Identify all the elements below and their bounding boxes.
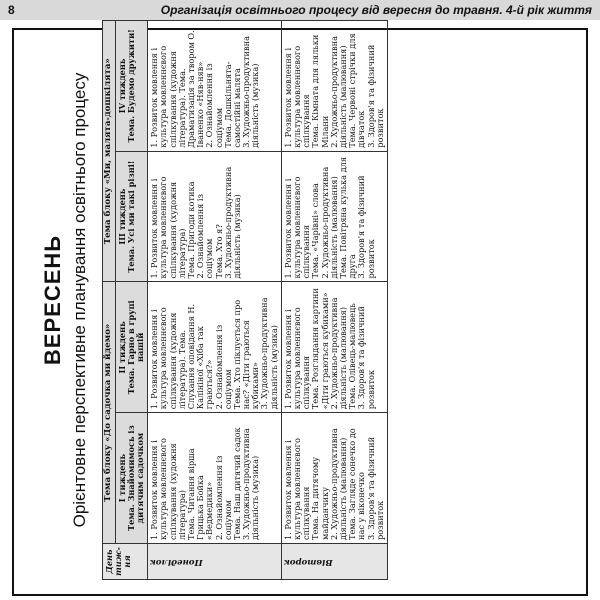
plan-line: Тема. На дитячому майданчику bbox=[310, 456, 330, 540]
day-label: Вівторок bbox=[283, 557, 333, 568]
plan-line: 1. Розвиток мовлення і культура мовленнєвого спілкування bbox=[282, 45, 312, 148]
plan-cell bbox=[148, 413, 282, 544]
table-row bbox=[281, 21, 387, 580]
plan-line: 3. Здоров'я та фізичний розвиток bbox=[365, 44, 385, 148]
day-cell bbox=[281, 544, 387, 580]
plan-line: 1. Розвиток мовлення і культура мовленнєвого спілкування bbox=[282, 176, 312, 279]
week-3-header: III тиждень Тема. Усі ми такі різні! bbox=[115, 151, 148, 282]
day-label: Понеділок bbox=[150, 557, 203, 568]
plan-line: 2. Художньо-продуктивна діяльність (малювання) bbox=[328, 36, 348, 148]
rotated-content bbox=[40, 20, 460, 580]
day-cell bbox=[148, 544, 282, 580]
plan-line: Тема. Розглядання картини «Діти граються кубиками» bbox=[310, 288, 330, 410]
plan-line: Тема. Наш дитячий садок bbox=[231, 427, 242, 540]
plan-line: Тема. Хто піклується про нас? «Діти граються кубиками» bbox=[231, 299, 261, 410]
plan-line: 3. Художньо-продуктивна діяльність (музика) bbox=[259, 297, 279, 410]
plan-line: 2. Ознайомлення із соціумом bbox=[204, 63, 224, 148]
page-number: 8 bbox=[8, 3, 15, 17]
plan-line: Тема. Червоні стрічки для дівчаток bbox=[347, 33, 367, 148]
running-header bbox=[0, 0, 600, 20]
plan-line: Тема. Кімната для ляльки Мілани bbox=[310, 34, 330, 148]
plan-line: Тема. Олівець-малювець bbox=[347, 303, 358, 410]
plan-line: Тема. Пригоди котика bbox=[185, 181, 196, 279]
running-title: Організація освітнього процесу від вересня до травня. 4-й рік життя bbox=[160, 3, 592, 17]
plan-cell bbox=[281, 282, 387, 413]
plan-line: 2. Художньо-продуктивна діяльність (малювання) bbox=[328, 297, 348, 410]
plan-line: 3. Здоров'я та фізичний розвиток bbox=[356, 306, 376, 410]
plan-cell bbox=[148, 151, 282, 282]
week-4-header: IV тиждень Тема. Будемо дружити! bbox=[115, 21, 148, 152]
plan-cell bbox=[148, 21, 282, 152]
plan-cell bbox=[281, 21, 387, 152]
plan-line: 3. Здоров'я та фізичний розвиток bbox=[365, 436, 385, 540]
plan-line: 1. Розвиток мовлення і культура мовленнєвого спілкування (художня література) bbox=[149, 438, 187, 540]
plan-line: Тема. Хто я? bbox=[213, 224, 224, 279]
plan-line: 2. Ознайомлення із соціумом bbox=[213, 455, 233, 540]
plan-cell bbox=[281, 413, 387, 544]
table-row bbox=[148, 21, 282, 580]
plan-line: Тема. Повітряна кулька для друга bbox=[337, 156, 358, 279]
week-1-header: I тиждень Тема. Знайомимось із дитячим садочком bbox=[115, 413, 148, 544]
plan-line: 3. Здоров'я та фізичний розвиток bbox=[356, 175, 376, 279]
week-2-header: II тиждень Тема. Гарно в групі нашій bbox=[115, 282, 148, 413]
plan-line: Тема. Дошкільнята-самостійні малята bbox=[222, 61, 242, 148]
plan-line: 1. Розвиток мовлення і культура мовленнєвого спілкування bbox=[282, 438, 312, 540]
plan-line: Тема. «Чарівні» слова bbox=[310, 183, 321, 279]
block-1-title: Тема блоку «До садочка ми йдемо» bbox=[103, 282, 116, 544]
plan-line: 2. Ознайомлення із соціумом bbox=[195, 194, 215, 279]
plan-cell bbox=[148, 282, 282, 413]
plan-line: 1. Розвиток мовлення і культура мовленнєвого спілкування (художня література) bbox=[149, 176, 187, 279]
plan-line: 2. Художньо-продуктивна діяльність (малювання) bbox=[328, 428, 348, 540]
plan-line: Тема. Читання вірша Грицька Бойка «Ведмедики» bbox=[185, 448, 215, 540]
plan-line: 3. Художньо-продуктивна діяльність (музика) bbox=[222, 166, 242, 279]
block-2-title: Тема блоку «Ми, малята-дошкілята» bbox=[103, 21, 116, 283]
day-column-header: День тиж-ня bbox=[103, 544, 148, 580]
plan-cell bbox=[281, 151, 387, 282]
page-subtitle: Орієнтовне перспективне планування освітнього процесу bbox=[70, 72, 89, 528]
plan-line: 1. Розвиток мовлення і культура мовленнєвого спілкування (художня література). Тема. Слухання оповідання Н. Калініної «Хіба так граються?» bbox=[149, 303, 215, 410]
plan-line: 1. Розвиток мовлення і культура мовленнєвого спілкування (художня література). Тема. Драматизація за твором О. Іваненко «Няв-няв» bbox=[149, 30, 206, 148]
plan-line: 1. Розвиток мовлення і культура мовленнєвого спілкування bbox=[282, 307, 312, 410]
plan-line: 2. Художньо-продуктивна діяльність (малювання) bbox=[319, 166, 339, 279]
planning-table bbox=[102, 20, 388, 580]
month-heading: ВЕРЕСЕНЬ bbox=[40, 234, 65, 366]
plan-line: 3. Художньо-продуктивна діяльність (музика) bbox=[241, 428, 261, 540]
plan-line: 2. Ознайомлення із соціумом bbox=[213, 324, 233, 410]
plan-line: 3. Художньо-продуктивна діяльність (музика) bbox=[241, 36, 261, 148]
plan-line: Тема. Загляде сонечко до нас у віконечко bbox=[347, 428, 367, 540]
